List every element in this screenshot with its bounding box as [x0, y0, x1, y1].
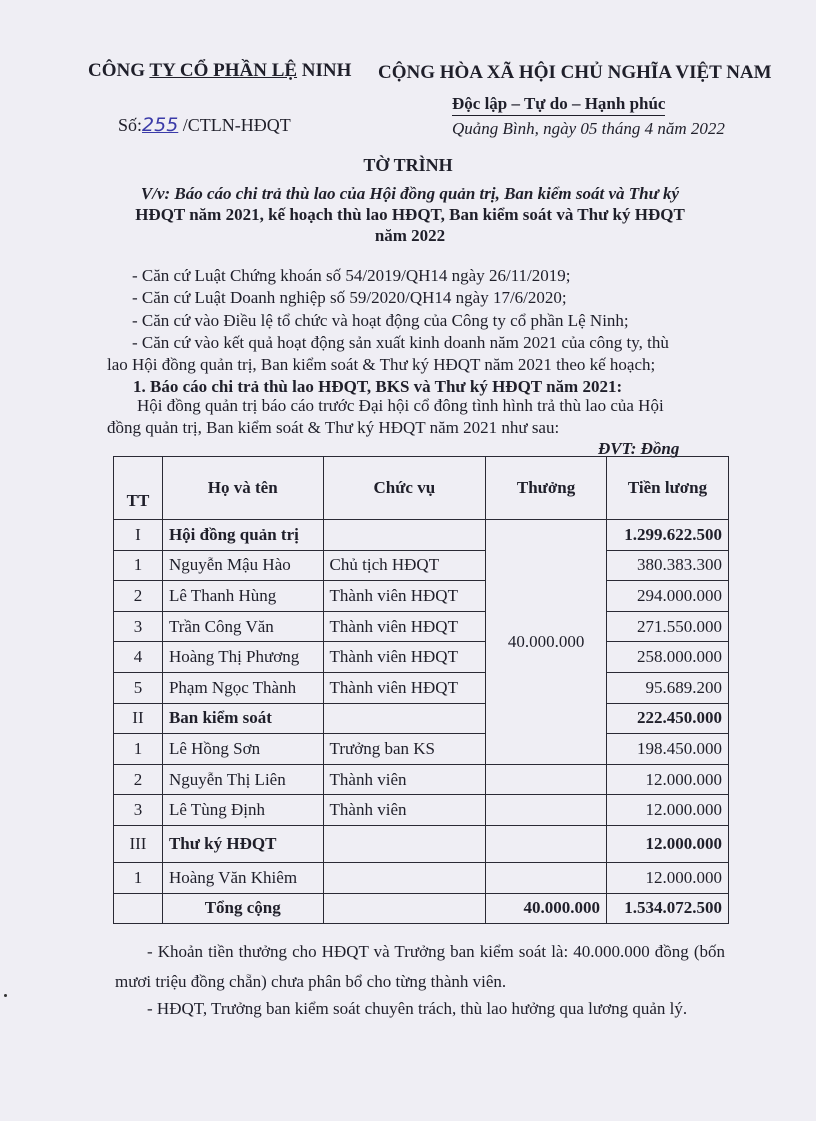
cell-salary: 294.000.000	[607, 581, 729, 612]
cell-position: Thành viên	[323, 795, 486, 826]
basis-line: - Căn cứ Luật Chứng khoán số 54/2019/QH14 ngày 26/11/2019;	[132, 266, 571, 285]
cell-name: Phạm Ngọc Thành	[162, 672, 323, 703]
cell-salary: 222.450.000	[607, 703, 729, 734]
cell-tt: 1	[114, 550, 163, 581]
table-row	[114, 611, 729, 642]
cell-tt: 2	[114, 581, 163, 612]
national-title: CỘNG HÒA XÃ HỘI CHỦ NGHĨA VIỆT NAM	[378, 62, 772, 83]
cell-position: Chủ tịch HĐQT	[323, 550, 486, 581]
table-row	[114, 764, 729, 795]
cell-name: Lê Tùng Định	[162, 795, 323, 826]
cell-name: Hoàng Thị Phương	[162, 642, 323, 673]
cell-tt: 3	[114, 795, 163, 826]
basis-line: - Căn cứ Luật Doanh nghiệp số 59/2020/QH14 ngày 17/6/2020;	[132, 288, 567, 307]
scan-speck	[4, 994, 7, 997]
handwritten-number: 255	[142, 114, 179, 136]
cell-position: Thành viên HĐQT	[323, 581, 486, 612]
cell-position: Thành viên HĐQT	[323, 611, 486, 642]
table-row	[114, 734, 729, 765]
note-paragraph: - HĐQT, Trưởng ban kiểm soát chuyên trách, thù lao hưởng qua lương quản lý.	[147, 999, 688, 1018]
cell-position: Thành viên HĐQT	[323, 642, 486, 673]
cell-name: Lê Thanh Hùng	[162, 581, 323, 612]
cell-position: Trưởng ban KS	[323, 734, 486, 765]
header-position: Chức vụ	[323, 457, 486, 520]
cell-name: Lê Hồng Sơn	[162, 734, 323, 765]
total-salary: 1.534.072.500	[607, 893, 729, 924]
table-row	[114, 550, 729, 581]
cell-bonus	[486, 825, 607, 862]
cell-position	[323, 825, 486, 862]
unit-label: ĐVT: Đồng	[598, 439, 680, 458]
header-salary: Tiền lương	[607, 457, 729, 520]
cell-tt: II	[114, 703, 163, 734]
cell-name: Nguyễn Thị Liên	[162, 764, 323, 795]
cell-salary: 380.383.300	[607, 550, 729, 581]
cell-salary: 258.000.000	[607, 642, 729, 673]
basis-line: - Căn cứ vào kết quả hoạt động sản xuất kinh doanh năm 2021 của công ty, thù	[132, 333, 669, 352]
remuneration-table	[113, 456, 729, 924]
cell-tt: 1	[114, 734, 163, 765]
table-row	[114, 672, 729, 703]
intro-line: Hội đồng quản trị báo cáo trước Đại hội cổ đông tình hình trả thù lao của Hội	[137, 396, 664, 415]
cell-salary: 12.000.000	[607, 825, 729, 862]
document-number: Số:255 /CTLN-HĐQT	[118, 114, 291, 136]
cell-name: Thư ký HĐQT	[162, 825, 323, 862]
cell-position	[323, 862, 486, 893]
cell-salary: 271.550.000	[607, 611, 729, 642]
cell-salary: 12.000.000	[607, 764, 729, 795]
cell-position: Thành viên HĐQT	[323, 672, 486, 703]
cell-tt: I	[114, 520, 163, 551]
cell-tt	[114, 893, 163, 924]
table-row	[114, 795, 729, 826]
table-row	[114, 642, 729, 673]
cell-salary: 12.000.000	[607, 795, 729, 826]
document-title: TỜ TRÌNH	[363, 155, 453, 175]
cell-bonus	[486, 862, 607, 893]
cell-name: Hoàng Văn Khiêm	[162, 862, 323, 893]
cell-salary: 12.000.000	[607, 862, 729, 893]
table-header-row	[114, 457, 729, 520]
cell-tt: 2	[114, 764, 163, 795]
cell-salary: 95.689.200	[607, 672, 729, 703]
table-row	[114, 520, 729, 551]
table-total-row	[114, 893, 729, 924]
cell-name: Trần Công Văn	[162, 611, 323, 642]
cell-name: Nguyễn Mậu Hào	[162, 550, 323, 581]
cell-tt: 3	[114, 611, 163, 642]
note-paragraph: - Khoản tiền thưởng cho HĐQT và Trưởng ban kiểm soát là: 40.000.000 đồng (bốn mươi triệu đồng chẵn) chưa phân bổ cho từng thành viên.	[115, 942, 725, 991]
table-row	[114, 703, 729, 734]
cell-name: Ban kiểm soát	[162, 703, 323, 734]
header-bonus: Thưởng	[486, 457, 607, 520]
basis-line: lao Hội đồng quản trị, Ban kiểm soát & Thư ký HĐQT năm 2021 theo kế hoạch;	[107, 355, 656, 374]
cell-tt: 1	[114, 862, 163, 893]
table-row	[114, 825, 729, 862]
basis-line: - Căn cứ vào Điều lệ tổ chức và hoạt động của Công ty cổ phần Lệ Ninh;	[132, 311, 629, 330]
cell-position	[323, 703, 486, 734]
section-heading: 1. Báo cáo chi trả thù lao HĐQT, BKS và Thư ký HĐQT năm 2021:	[133, 377, 623, 396]
cell-tt: 5	[114, 672, 163, 703]
cell-position	[323, 520, 486, 551]
cell-position: Thành viên	[323, 764, 486, 795]
document-subject: V/v: Báo cáo chi trả thù lao của Hội đồng quản trị, Ban kiểm soát và Thư ký HĐQT năm 2021, kế hoạch thù lao HĐQT, Ban kiểm soát và Thư ký HĐQT năm 2022	[135, 184, 685, 245]
cell-tt: 4	[114, 642, 163, 673]
table-row	[114, 862, 729, 893]
table-row	[114, 581, 729, 612]
merged-bonus-cell: 40.000.000	[486, 520, 607, 765]
cell-name: Hội đồng quản trị	[162, 520, 323, 551]
cell-position	[323, 893, 486, 924]
total-bonus: 40.000.000	[486, 893, 607, 924]
national-motto: Độc lập – Tự do – Hạnh phúc	[452, 94, 665, 116]
header-tt: TT	[114, 457, 163, 520]
total-label: Tổng cộng	[162, 893, 323, 924]
header-name: Họ và tên	[162, 457, 323, 520]
company-name: CÔNG TY CỔ PHẦN LỆ NINH	[88, 60, 352, 81]
cell-tt: III	[114, 825, 163, 862]
cell-salary: 198.450.000	[607, 734, 729, 765]
place-date: Quảng Bình, ngày 05 tháng 4 năm 2022	[452, 119, 725, 138]
cell-bonus	[486, 795, 607, 826]
intro-line: đồng quản trị, Ban kiểm soát & Thư ký HĐQT năm 2021 như sau:	[107, 418, 560, 437]
cell-bonus	[486, 764, 607, 795]
cell-salary: 1.299.622.500	[607, 520, 729, 551]
